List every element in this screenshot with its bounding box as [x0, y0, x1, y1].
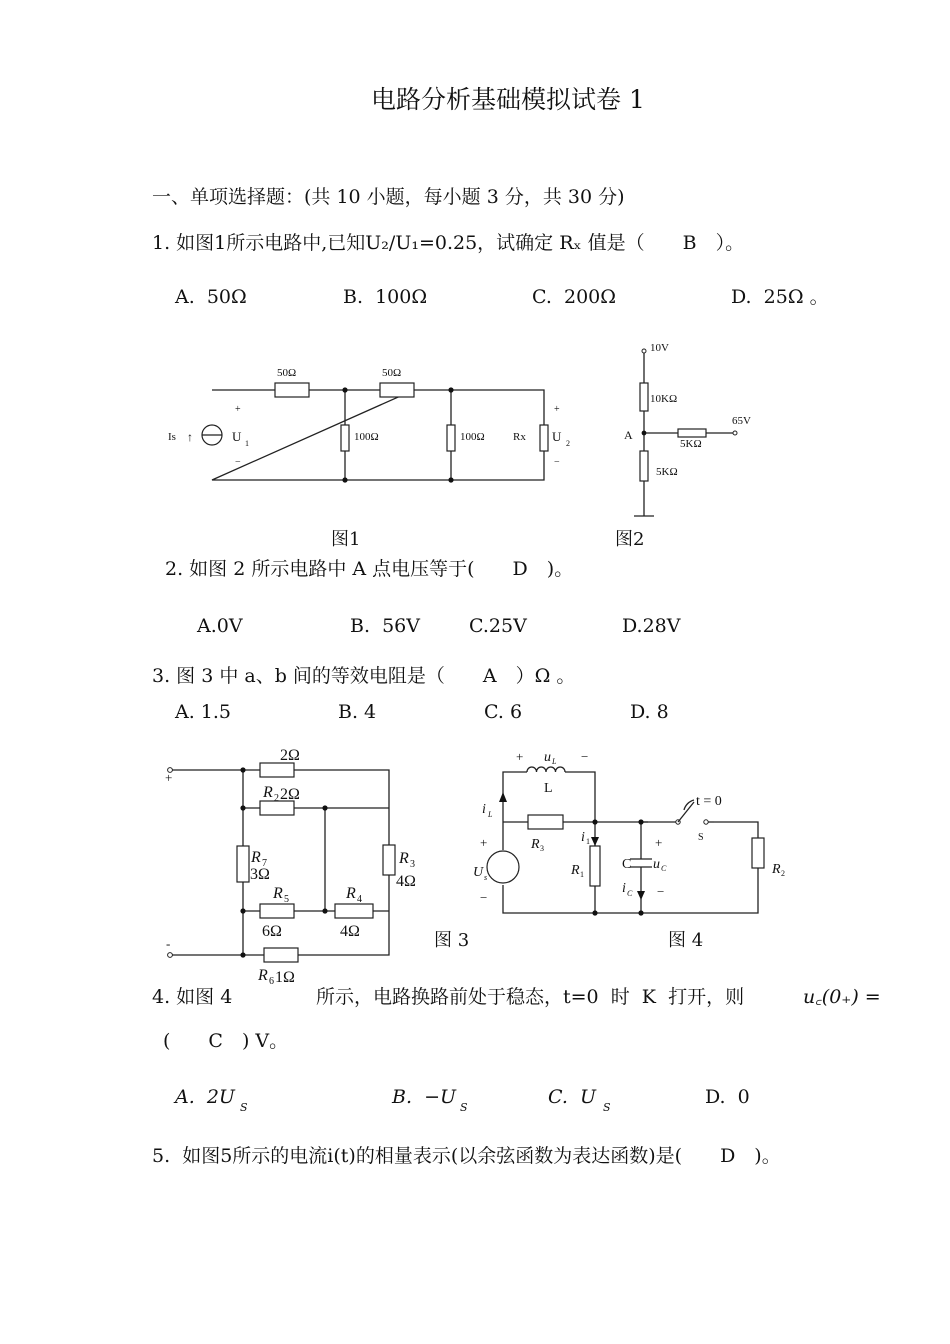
fig3-label-r6-val: 1Ω [275, 969, 295, 986]
fig1-label-r-shunt-1: 100Ω [354, 431, 379, 443]
q2-option-b: B. 56V [350, 615, 420, 637]
fig4-resistor-r1 [590, 846, 600, 886]
fig3-label-r5-sub: 5 [284, 894, 289, 905]
figure-3-caption: 图 3 [434, 930, 470, 951]
fig1-resistor-shunt-2 [447, 425, 455, 451]
q4-option-c-sub: S [603, 1101, 611, 1114]
fig4-label-r3: R [531, 837, 540, 852]
fig3-terminal-a: + [165, 770, 173, 785]
fig3-resistor-top [260, 763, 294, 777]
fig3-label-r7-sub: 7 [262, 858, 267, 869]
fig4-arrow-i1-icon [591, 837, 599, 846]
fig3-label-r6-sub: 6 [269, 976, 274, 987]
fig4-ul-minus: − [581, 749, 589, 764]
fig4-label-uc-sub: C [661, 864, 667, 873]
q4-option-d: D. 0 [705, 1086, 750, 1108]
fig4-ul-plus: + [516, 749, 524, 764]
fig3-label-r7-val: 3Ω [250, 866, 270, 883]
section-heading: 一、单项选择题：(共 10 小题，每小题 3 分，共 30 分) [152, 186, 625, 208]
figure-2-caption: 图2 [615, 529, 645, 550]
fig1-label-r-top-left: 50Ω [277, 367, 297, 379]
fig4-source-minus: − [480, 890, 488, 905]
fig3-label-r5: R [273, 885, 283, 902]
q4-option-b: B. −U [392, 1086, 457, 1108]
fig2-label-r-side: 5KΩ [680, 438, 702, 450]
fig4-inductor-icon [527, 767, 565, 772]
figure-1-caption: 图1 [331, 529, 361, 550]
fig4-label-ul-sub: L [552, 757, 557, 766]
question-4-expression: u꜀(0₊) = [803, 986, 881, 1008]
fig3-label-r3: R [399, 850, 409, 867]
fig2-label-v-top: 10V [650, 342, 669, 354]
fig4-arrow-ic-icon [637, 891, 645, 900]
fig4-source-plus: + [480, 835, 488, 850]
fig3-resistor-r5 [260, 904, 294, 918]
fig3-label-r3-val: 4Ω [396, 873, 416, 890]
q2-option-a: A.0V [197, 615, 243, 637]
question-1-stem: 1. 如图1所示电路中,已知U₂/U₁=0.25，试确定 Rₓ 值是（ B ）。 [152, 232, 745, 254]
fig3-label-r6: R [258, 967, 268, 984]
fig3-label-r-top: 2Ω [280, 747, 300, 764]
fig3-resistor-r3 [383, 845, 395, 875]
question-3-stem: 3. 图 3 中 a、b 间的等效电阻是（ A ）Ω 。 [152, 665, 576, 687]
figure-2-circuit [610, 338, 780, 523]
figure-3-circuit [160, 740, 440, 990]
question-5-stem: 5. 如图5所示的电流i(t)的相量表示(以余弦函数为表达函数)是( D )。 [152, 1145, 781, 1167]
fig4-resistor-r3 [528, 815, 563, 829]
fig3-label-r2-val: 2Ω [280, 786, 300, 803]
fig4-uc-plus: + [655, 835, 663, 850]
q3-option-a: A. 1.5 [175, 701, 232, 723]
fig4-label-inductor: L [544, 781, 553, 796]
fig4-resistor-r2 [752, 838, 764, 868]
fig4-voltage-source-icon [487, 851, 519, 883]
fig1-label-rx: Rx [513, 431, 526, 443]
fig4-label-ic: i [622, 881, 626, 896]
q4-option-a: A. 2U [175, 1086, 235, 1108]
fig3-label-r4-val: 4Ω [340, 923, 360, 940]
fig3-resistor-r6 [264, 948, 298, 962]
fig3-resistor-r7 [237, 846, 249, 882]
fig1-resistor-top-right [380, 383, 414, 397]
question-4-stem-a: 4. 如图 4 [152, 986, 233, 1008]
q3-option-c: C. 6 [484, 701, 523, 723]
fig4-label-r1-sub: 1 [580, 870, 584, 879]
fig4-label-i1: i [581, 830, 585, 845]
fig2-resistor-top [640, 383, 648, 411]
fig3-label-r3-sub: 3 [410, 859, 415, 870]
figure-4-caption: 图 4 [668, 930, 704, 951]
q1-option-a: A. 50Ω [175, 286, 247, 308]
fig1-label-r-shunt-2: 100Ω [460, 431, 485, 443]
q4-option-b-sub: S [460, 1101, 468, 1114]
q1-option-d: D. 25Ω 。 [731, 286, 829, 308]
fig3-label-r2-sub: 2 [274, 793, 279, 804]
fig4-label-ic-sub: C [627, 889, 633, 898]
fig2-resistor-side [678, 429, 706, 437]
fig1-resistor-shunt-1 [341, 425, 349, 451]
fig4-label-switch-time: t = 0 [696, 794, 722, 809]
q3-option-b: B. 4 [338, 701, 377, 723]
fig4-label-switch: S [698, 832, 704, 843]
q2-option-d: D.28V [622, 615, 681, 637]
fig1-label-u1: U [232, 429, 242, 444]
q4-option-c: C. U [548, 1086, 596, 1108]
page-title: 电路分析基础模拟试卷 1 [371, 85, 645, 114]
fig1-resistor-rx [540, 425, 548, 451]
fig1-label-r-top-right: 50Ω [382, 367, 402, 379]
fig1-arrow-up-icon: ↑ [187, 430, 193, 444]
fig3-label-r2: R [263, 784, 273, 801]
fig1-u2-minus: − [554, 457, 560, 468]
fig4-label-r2-sub: 2 [781, 869, 785, 878]
fig1-resistor-top-left [275, 383, 309, 397]
fig1-label-u1-sub: 1 [245, 439, 249, 448]
fig4-label-ul: u [544, 750, 551, 765]
question-4-answer-line: ( C ) V。 [163, 1030, 289, 1052]
figure-1-circuit [160, 355, 590, 495]
fig1-u1-plus: + [235, 404, 241, 415]
fig3-label-r5-val: 6Ω [262, 923, 282, 940]
fig3-label-r7: R [251, 849, 261, 866]
fig3-resistor-r4 [335, 904, 373, 918]
fig4-label-r1: R [571, 863, 580, 878]
fig4-uc-minus: − [657, 884, 665, 899]
fig3-label-r4: R [346, 885, 356, 902]
fig2-label-node-a: A [624, 428, 633, 442]
fig1-u2-plus: + [554, 404, 560, 415]
fig4-label-il: i [482, 802, 486, 817]
q3-option-d: D. 8 [630, 701, 669, 723]
q4-option-a-sub: S [240, 1101, 248, 1114]
question-4-stem-b: 所示，电路换路前处于稳态，t=0 时 K 打开，则 [316, 986, 745, 1008]
q2-option-c: C.25V [469, 615, 527, 637]
q1-option-b: B. 100Ω [343, 286, 428, 308]
fig2-label-r-bottom: 5KΩ [656, 466, 678, 478]
fig3-terminal-b: - [166, 936, 171, 951]
fig4-label-cap: C [622, 857, 632, 872]
figure-4-circuit [470, 740, 790, 925]
fig4-label-il-sub: L [488, 810, 493, 819]
fig3-label-r4-sub: 4 [357, 894, 362, 905]
fig4-label-uc: u [653, 857, 660, 872]
fig2-label-v-side: 65V [732, 415, 751, 427]
question-2-stem: 2. 如图 2 所示电路中 A 点电压等于( D )。 [165, 558, 574, 580]
fig2-resistor-bottom [640, 451, 648, 481]
fig1-label-u2-sub: 2 [566, 439, 570, 448]
fig4-label-r3-sub: 3 [540, 844, 544, 853]
fig1-label-u2: U [552, 429, 562, 444]
fig4-label-r2: R [772, 862, 781, 877]
fig4-label-source-sub: s [484, 873, 488, 882]
fig4-label-source: U [473, 865, 484, 880]
fig4-arrow-il-icon [499, 792, 507, 802]
fig4-label-i1-sub: 1 [586, 837, 590, 846]
q1-option-c: C. 200Ω [532, 286, 616, 308]
fig1-label-source: Is [168, 431, 176, 443]
fig2-label-r-top: 10KΩ [650, 393, 678, 405]
fig1-u1-minus: − [235, 457, 241, 468]
